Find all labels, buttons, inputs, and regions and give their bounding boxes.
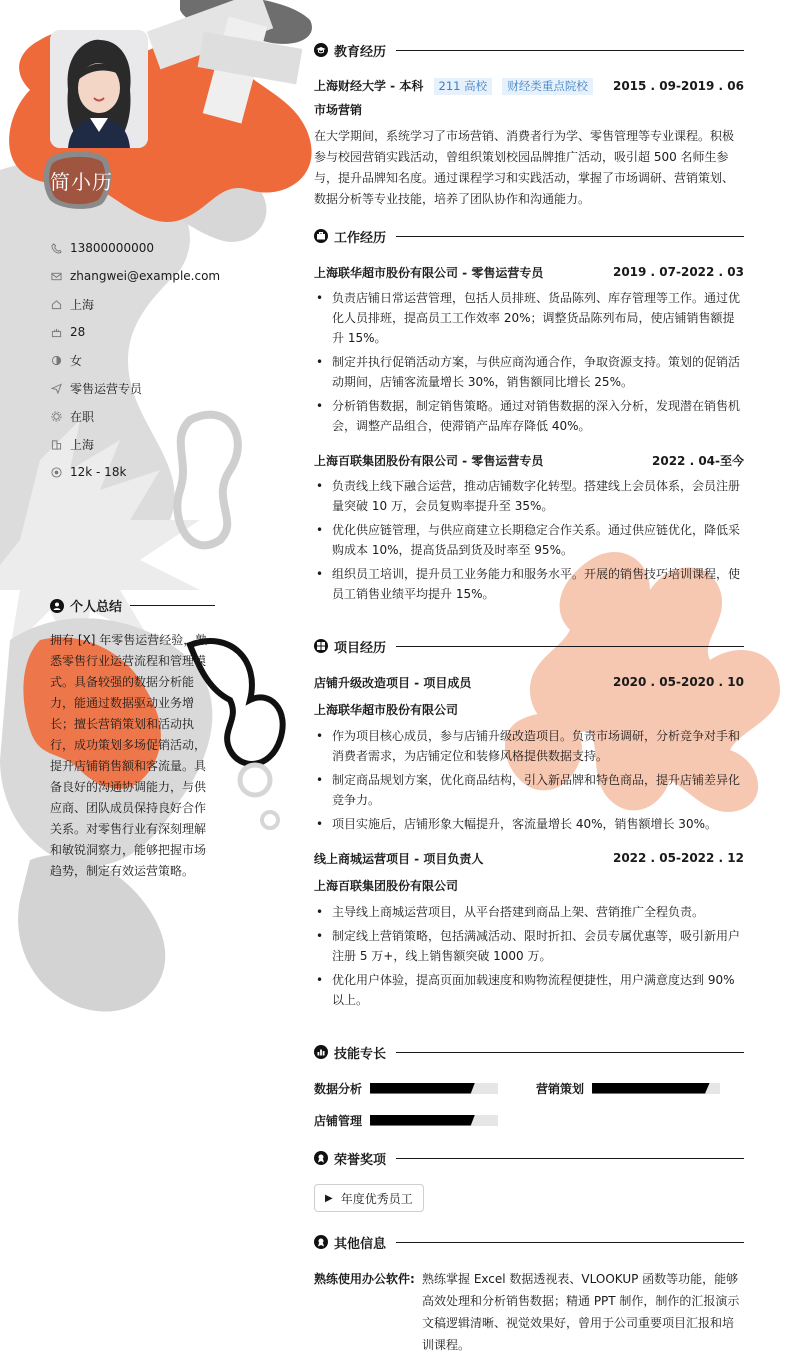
skills-heading	[314, 1042, 744, 1062]
other-title: 其他信息	[334, 1236, 387, 1252]
briefcase-icon	[314, 229, 328, 243]
project-bullet: • 主导线上商城运营项目，从平台搭建到商品上架、营销推广全程负责。	[314, 902, 744, 922]
skill-bar	[370, 1083, 498, 1094]
skill-bar-fill	[592, 1083, 710, 1094]
other-heading	[314, 1232, 744, 1252]
contact-email	[50, 262, 220, 290]
honors-heading	[314, 1148, 744, 1168]
contact-age-value: 28	[70, 325, 86, 339]
education-description: 在大学期间，系统学习了市场营销、消费者行为学、零售管理等专业课程。积极参与校园营销实践活动，曾组织策划校园品牌推广活动，吸引超 500 名师生参与，提升品牌知名度。通过课程学习和实践活动，掌握了市场调研、营销策划、数据分析等专业技能，培养了团队协作和沟通能力。	[314, 129, 735, 206]
contact-gender-value: 女	[70, 353, 83, 368]
candidate-name: 简小历	[50, 170, 113, 194]
other-key: 熟练使用办公软件:	[314, 1272, 415, 1286]
play-icon: ▶	[325, 1192, 333, 1204]
project-item-date: 2022 . 05-2022 . 12	[612, 851, 744, 865]
projects-title: 项目经历	[334, 640, 387, 656]
other-divider	[396, 1242, 744, 1243]
education-tag: 财经类重点院校	[502, 78, 593, 95]
project-item-org: 上海百联集团股份有限公司	[314, 879, 459, 893]
project-item-head	[314, 672, 744, 692]
work-section	[314, 226, 744, 608]
contact-list	[50, 234, 220, 486]
education-date: 2015 . 09-2019 . 06	[612, 79, 744, 93]
contact-location-value: 上海	[70, 297, 95, 312]
project-item-date: 2020 . 05-2020 . 10	[612, 675, 744, 689]
contact-position-value: 零售运营专员	[70, 381, 143, 396]
project-bullet: • 制定线上营销策略，包括满减活动、限时折扣、会员专属优惠等，吸引新用户注册 5 万+，线上销售额突破 1000 万。	[314, 926, 744, 966]
project-bullet: • 制定商品规划方案，优化商品结构，引入新品牌和特色商品，提升店铺差异化竞争力。	[314, 770, 744, 810]
project-item-head	[314, 848, 744, 868]
education-row	[314, 76, 744, 96]
contact-email-value: zhangwei@example.com	[70, 269, 221, 283]
user-icon	[50, 599, 64, 613]
projects-heading	[314, 636, 744, 656]
projects-divider	[396, 646, 744, 647]
work-bullet: • 优化供应链管理，与供应商建立长期稳定合作关系。通过供应链优化，降低采购成本 10%，提高货品到货及时率至 95%。	[314, 520, 744, 560]
skills-divider	[396, 1052, 744, 1053]
summary-title: 个人总结	[70, 600, 123, 615]
skill-bar-fill	[370, 1115, 475, 1126]
contact-gender	[50, 346, 220, 374]
bar-chart-icon	[314, 1045, 328, 1059]
project-bullet: • 优化用户体验，提高页面加载速度和购物流程便捷性，用户满意度达到 90% 以上。	[314, 970, 744, 1010]
work-item-title: 上海联华超市股份有限公司 - 零售运营专员	[314, 265, 544, 280]
other-value: 熟练掌握 Excel 数据透视表、VLOOKUP 函数等功能，能够高效处理和分析销售数据；精通 PPT 制作，制作的汇报演示文稿逻辑清晰、视觉效果好，曾用于公司重要项目汇报和培训课程。	[422, 1272, 740, 1352]
work-item-bullets	[314, 476, 744, 604]
contact-phone	[50, 234, 220, 262]
skills-section	[314, 1042, 744, 1130]
skill-item	[536, 1078, 720, 1098]
skill-item	[314, 1078, 536, 1098]
skills-row	[314, 1078, 744, 1098]
work-item-title: 上海百联集团股份有限公司 - 零售运营专员	[314, 453, 544, 468]
work-item-date: 2019 . 07-2022 . 03	[612, 265, 744, 279]
skill-bar	[370, 1115, 498, 1126]
salary-icon	[50, 466, 62, 478]
email-icon	[50, 270, 62, 282]
honors-title: 荣誉奖项	[334, 1152, 387, 1168]
info-icon	[314, 1235, 328, 1249]
education-tag: 211 高校	[434, 78, 493, 95]
graduation-cap-icon	[314, 43, 328, 57]
work-item-date: 2022 . 04-至今	[652, 453, 744, 468]
age-icon	[50, 326, 62, 338]
gray-ring-2	[262, 812, 278, 828]
home-icon	[50, 298, 62, 310]
skills-row	[314, 1110, 744, 1130]
summary-text: 拥有 [X] 年零售运营经验，熟悉零售行业运营流程和管理模式。具备较强的数据分析能力，能通过数据驱动业务增长；擅长营销策划和活动执行，成功策划多场促销活动，提升店铺销售额和客流量。具备良好的沟通协调能力，与供应商、团队成员保持良好合作关系。对零售行业有深刻理解和敏锐洞察力，能够把握市场趋势，制定有效运营策略。	[50, 633, 208, 878]
contact-city-value: 上海	[70, 437, 95, 452]
work-item-head	[314, 450, 744, 470]
other-section	[314, 1232, 744, 1356]
education-heading	[314, 40, 744, 60]
summary-heading	[50, 596, 215, 615]
education-school: 上海财经大学 - 本科	[314, 79, 424, 93]
summary-divider	[130, 605, 215, 606]
award-icon	[314, 1151, 328, 1165]
honors-divider	[396, 1158, 744, 1159]
gender-icon	[50, 354, 62, 366]
contact-location	[50, 290, 220, 318]
education-title: 教育经历	[334, 44, 387, 60]
project-item-title: 线上商城运营项目 - 项目负责人	[314, 851, 484, 866]
work-item-bullets	[314, 288, 744, 436]
project-item-org: 上海联华超市股份有限公司	[314, 703, 459, 717]
send-icon	[50, 382, 62, 394]
skill-name: 店铺管理	[314, 1113, 363, 1128]
work-item-head	[314, 262, 744, 282]
contact-age	[50, 318, 220, 346]
status-icon	[50, 410, 62, 422]
honors-list	[314, 1184, 744, 1212]
contact-status-value: 在职	[70, 409, 95, 424]
grid-icon	[314, 639, 328, 653]
phone-icon	[50, 242, 62, 254]
gray-ring-1	[240, 765, 270, 795]
skill-item	[314, 1110, 498, 1130]
education-school-line	[314, 77, 593, 95]
skills-title: 技能专长	[334, 1046, 387, 1062]
work-title: 工作经历	[334, 230, 387, 246]
contact-city	[50, 430, 220, 458]
avatar	[50, 30, 148, 148]
education-major: 市场营销	[314, 103, 363, 117]
education-divider	[396, 50, 744, 51]
projects-section	[314, 636, 744, 1014]
contact-salary-value: 12k - 18k	[70, 465, 127, 479]
work-bullet: • 负责店铺日常运营管理，包括人员排班、货品陈列、库存管理等工作。通过优化人员排班，提高员工工作效率 20%；调整货品陈列布局，使店铺销售额提升 15%。	[314, 288, 744, 348]
skill-bar	[592, 1083, 720, 1094]
award-item	[314, 1184, 424, 1212]
skill-bar-fill	[370, 1083, 475, 1094]
skill-name: 数据分析	[314, 1081, 363, 1096]
contact-phone-value: 13800000000	[70, 241, 154, 255]
contact-salary	[50, 458, 220, 486]
skill-name: 营销策划	[536, 1081, 585, 1096]
work-bullet: • 制定并执行促销活动方案，与供应商沟通合作，争取资源支持。策划的促销活动期间，店铺客流量增长 30%，销售额同比增长 25%。	[314, 352, 744, 392]
honors-section	[314, 1148, 744, 1212]
project-item-bullets	[314, 902, 744, 1010]
city-icon	[50, 438, 62, 450]
work-heading	[314, 226, 744, 246]
project-item-title: 店铺升级改造项目 - 项目成员	[314, 675, 472, 690]
project-item-bullets	[314, 726, 744, 834]
contact-status	[50, 402, 220, 430]
profile-photo	[50, 30, 148, 148]
work-bullet: • 分析销售数据，制定销售策略。通过对销售数据的深入分析，发现潜在销售机会，调整产品组合，使滞销产品库存降低 40%。	[314, 396, 744, 436]
other-row	[314, 1268, 744, 1356]
project-bullet: • 项目实施后，店铺形象大幅提升，客流量增长 40%，销售额增长 30%。	[314, 814, 744, 834]
award-label: 年度优秀员工	[340, 1191, 413, 1206]
project-bullet: • 作为项目核心成员，参与店铺升级改造项目。负责市场调研，分析竞争对手和消费者需求，为店铺定位和装修风格提供数据支持。	[314, 726, 744, 766]
education-section	[314, 40, 744, 210]
work-bullet: • 负责线上线下融合运营，推动店铺数字化转型。搭建线上会员体系，会员注册量突破 10 万，会员复购率提升至 35%。	[314, 476, 744, 516]
work-divider	[396, 236, 744, 237]
contact-position	[50, 374, 220, 402]
work-bullet: • 组织员工培训，提升员工业务能力和服务水平。开展的销售技巧培训课程，使员工销售业绩平均提升 15%。	[314, 564, 744, 604]
